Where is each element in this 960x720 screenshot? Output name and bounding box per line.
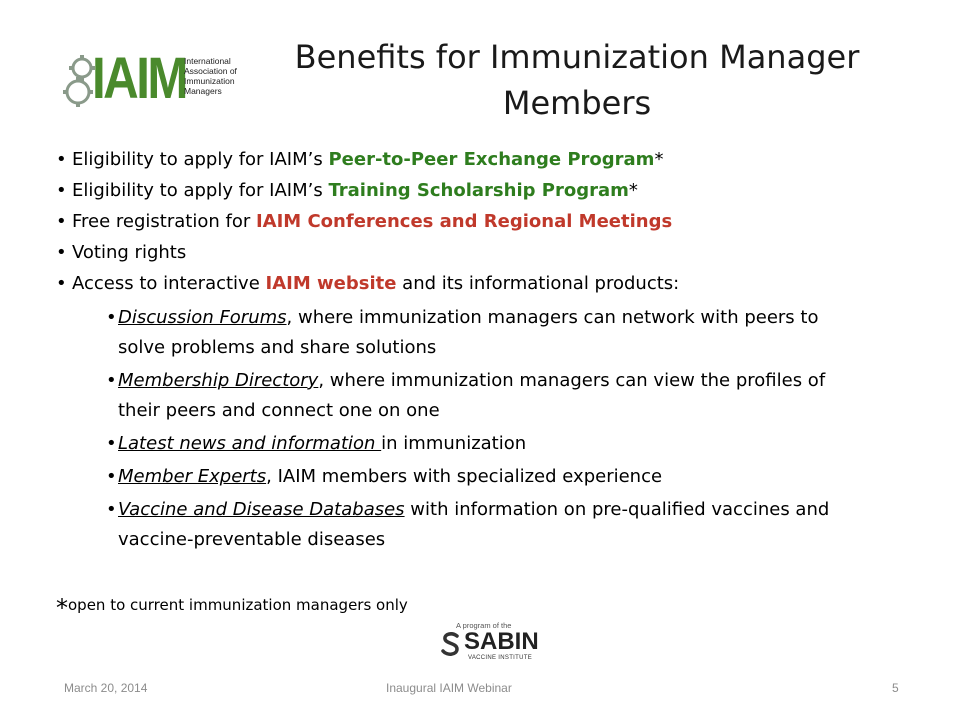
- list-item: • Vaccine and Disease Databases with information on pre-qualified vaccines and vaccine-preventable diseases: [106, 495, 866, 555]
- list-item: • Free registration for IAIM Conferences and Regional Meetings: [56, 206, 936, 237]
- benefits-list: [56, 144, 936, 299]
- discussion-forums-link[interactable]: Discussion Forums: [118, 307, 287, 328]
- website-products-list: [106, 303, 866, 558]
- footnote: *open to current immunization managers only: [56, 594, 408, 622]
- latest-news-link[interactable]: Latest news and information: [118, 433, 382, 454]
- list-item: • Voting rights: [56, 237, 936, 268]
- sabin-logo: [440, 621, 539, 663]
- footer-date: March 20, 2014: [64, 681, 148, 695]
- list-item: • Member Experts, IAIM members with specialized experience: [106, 462, 866, 492]
- page-number: 5: [892, 681, 899, 695]
- iaim-logo: [62, 48, 262, 116]
- list-item: • Eligibility to apply for IAIM’s Peer-to-Peer Exchange Program*: [56, 144, 936, 175]
- footer-title: Inaugural IAIM Webinar: [386, 681, 512, 695]
- sabin-s-icon: [440, 631, 462, 657]
- list-item: • Latest news and information in immunization: [106, 429, 866, 459]
- sabin-wordmark: SABIN: [464, 628, 539, 655]
- list-item: • Discussion Forums, where immunization managers can network with peers to solve problems and share solutions: [106, 303, 866, 363]
- sabin-subtitle: VACCINE INSTITUTE: [468, 655, 532, 661]
- list-item: • Membership Directory, where immunization managers can view the profiles of their peers and connect one on one: [106, 366, 866, 426]
- slide-title: Benefits for Immunization Manager Members: [294, 38, 860, 122]
- member-experts-link[interactable]: Member Experts: [118, 466, 267, 487]
- membership-directory-link[interactable]: Membership Directory: [118, 370, 319, 391]
- list-item: • Eligibility to apply for IAIM’s Training Scholarship Program*: [56, 175, 936, 206]
- list-item: • Access to interactive IAIM website and its informational products:: [56, 268, 936, 299]
- logo-org-name: International Association of Immunization Managers: [184, 56, 237, 96]
- sabin-tagline: A program of the: [456, 621, 512, 630]
- logo-mark: IAIM: [92, 46, 186, 111]
- vaccine-databases-link[interactable]: Vaccine and Disease Databases: [118, 499, 405, 520]
